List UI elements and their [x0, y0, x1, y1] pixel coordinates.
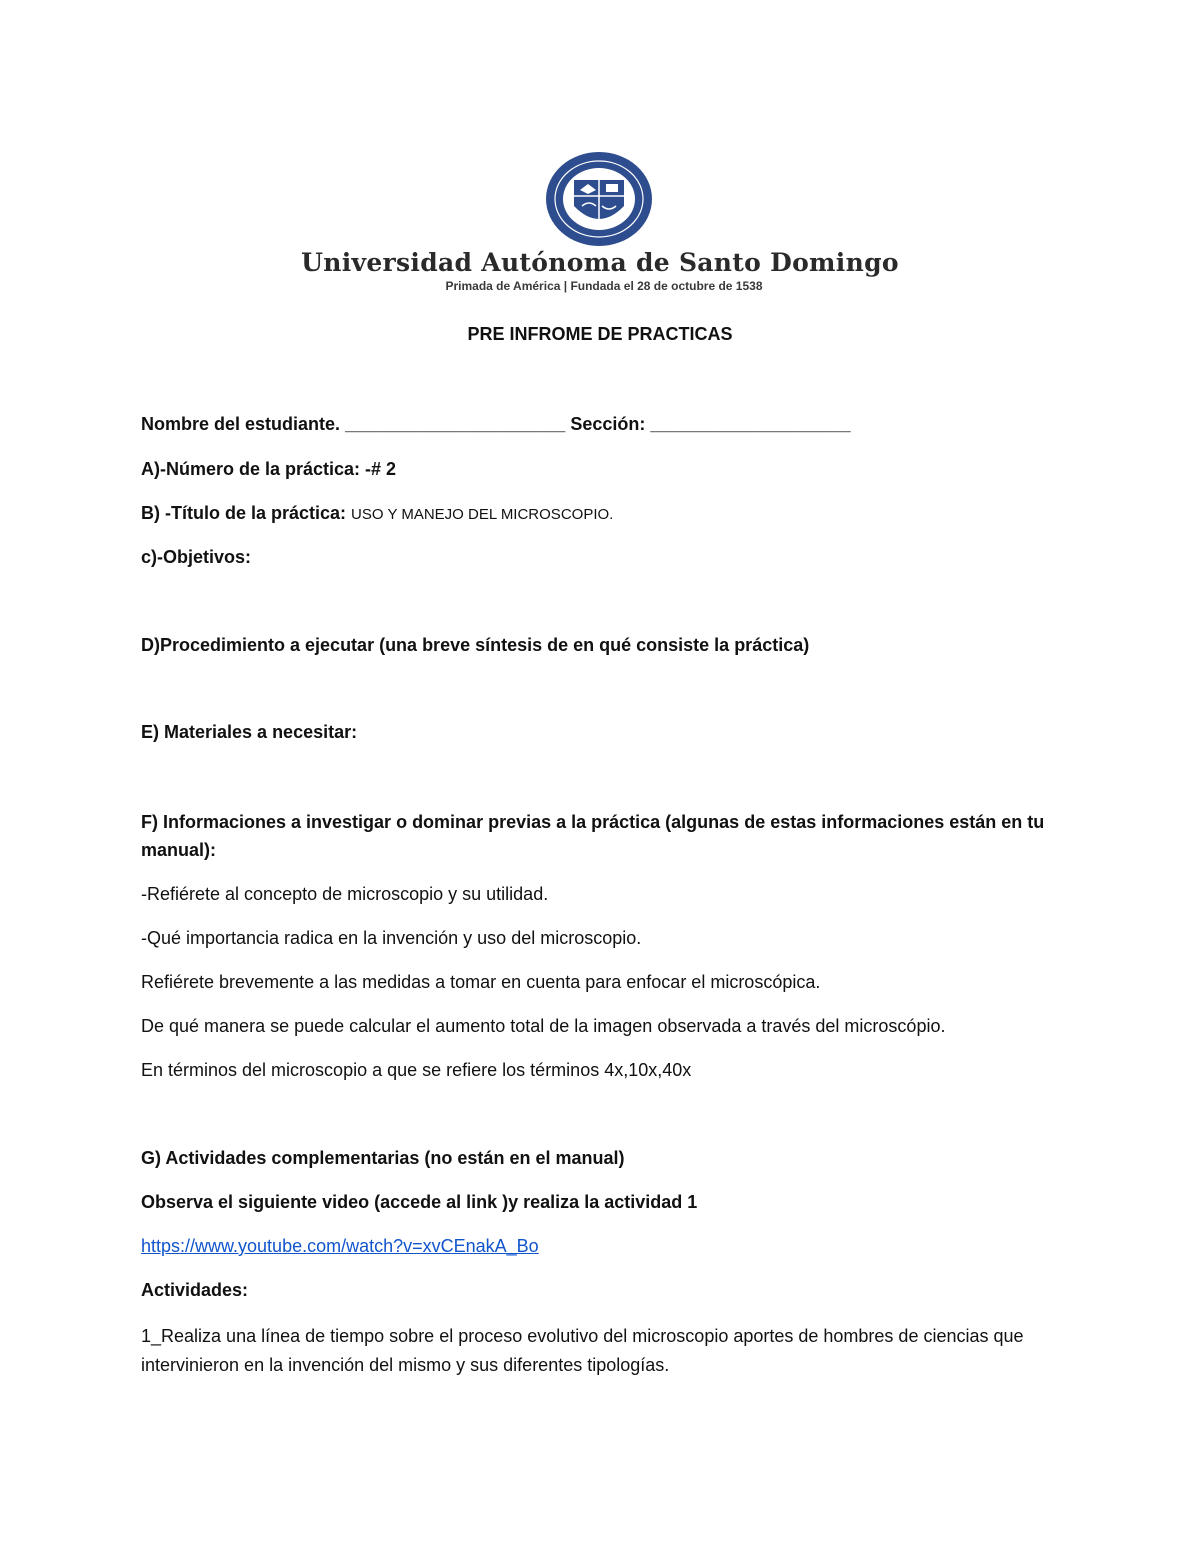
student-section-line	[141, 414, 851, 435]
student-name-field[interactable]: ______________________	[345, 414, 566, 434]
practice-number: A)-Número de la práctica: -# 2	[141, 459, 397, 479]
video-instruction: Observa el siguiente video (accede al link )y realiza la actividad 1	[141, 1192, 698, 1212]
university-tagline: Primada de América | Fundada el 28 de octubre de 1538	[445, 279, 763, 293]
section-label: Sección:	[570, 414, 646, 434]
research-heading: F) Informaciones a investigar o dominar previas a la práctica (algunas de estas informaciones están en tu manual):	[141, 812, 1045, 860]
student-name-label: Nombre del estudiante.	[141, 414, 341, 434]
activities-heading: Actividades:	[141, 1280, 249, 1300]
materials-heading: E) Materiales a necesitar:	[141, 722, 358, 742]
research-item: De qué manera se puede calcular el aumento total de la imagen observada a través del microscópio.	[141, 1016, 946, 1036]
video-link[interactable]: https://www.youtube.com/watch?v=xvCEnakA_Bo	[141, 1236, 539, 1256]
research-item: -Qué importancia radica en la invención y uso del microscopio.	[141, 928, 642, 948]
page-title: PRE INFROME DE PRACTICAS	[467, 324, 733, 344]
research-item: Refiérete brevemente a las medidas a tomar en cuenta para enfocar el microscópica.	[141, 972, 821, 992]
practice-title-label: B) -Título de la práctica:	[141, 503, 347, 523]
research-item: -Refiérete al concepto de microscopio y su utilidad.	[141, 884, 549, 904]
practice-title-line	[141, 503, 613, 524]
objectives-heading: c)-Objetivos:	[141, 547, 252, 567]
complementary-heading: G) Actividades complementarias (no están en el manual)	[141, 1148, 625, 1168]
research-item: En términos del microscopio a que se refiere los términos 4x,10x,40x	[141, 1060, 692, 1080]
procedure-heading: D)Procedimiento a ejecutar (una breve síntesis de en qué consiste la práctica)	[141, 635, 810, 655]
practice-title-value: USO Y MANEJO DEL MICROSCOPIO.	[351, 506, 614, 523]
university-name: Universidad Autónoma de Santo Domingo	[301, 248, 899, 277]
university-seal-icon	[544, 150, 654, 248]
section-field[interactable]: ____________________	[650, 414, 851, 434]
activity-item: 1_Realiza una línea de tiempo sobre el proceso evolutivo del microscopio aportes de hombres de ciencias que intervinieron en la invención del mismo y sus diferentes tipologías.	[141, 1326, 1024, 1375]
